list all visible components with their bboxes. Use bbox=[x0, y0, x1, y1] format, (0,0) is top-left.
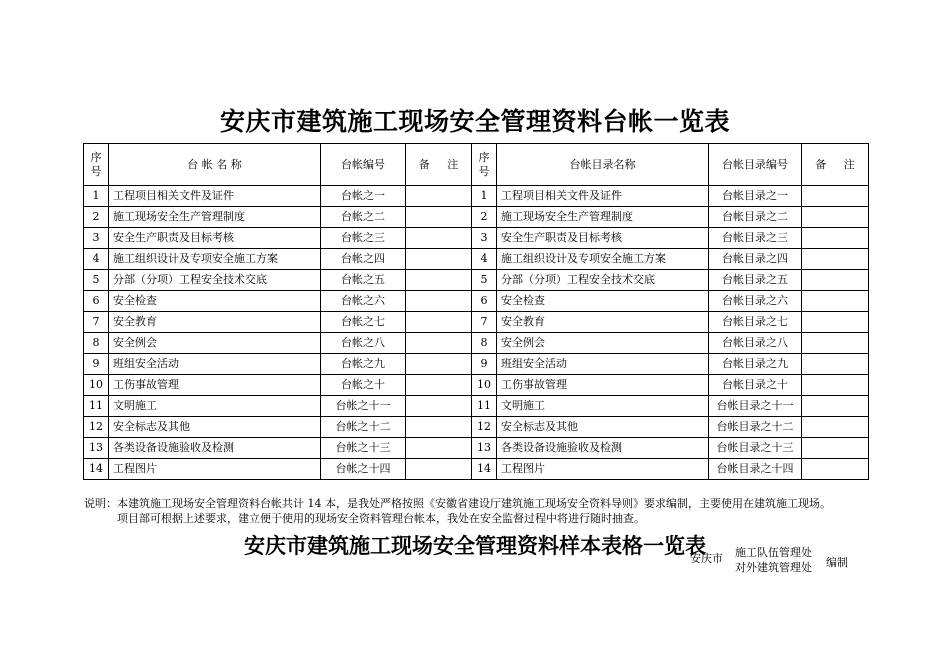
ledger-remark bbox=[406, 207, 472, 228]
ledger-remark bbox=[406, 354, 472, 375]
dir-remark bbox=[802, 270, 869, 291]
dir-row-number: 12 bbox=[472, 417, 497, 438]
ledger-code: 台帐之十一 bbox=[321, 396, 406, 417]
row-number: 11 bbox=[84, 396, 109, 417]
ledger-remark bbox=[406, 186, 472, 207]
ledger-name: 工伤事故管理 bbox=[109, 375, 321, 396]
dir-name: 施工组织设计及专项安全施工方案 bbox=[497, 249, 709, 270]
ledger-name: 安全例会 bbox=[109, 333, 321, 354]
note-line-1: 说明：本建筑施工现场安全管理资料台帐共计 14 本，是我处严格按照《安徽省建设厅建筑施工现场安全资料导则》要求编制，主要使用在建筑施工现场。 bbox=[84, 497, 831, 510]
ledger-remark bbox=[406, 228, 472, 249]
header-seq: 序号 bbox=[84, 144, 109, 186]
ledger-code: 台帐之六 bbox=[321, 291, 406, 312]
header-seq-2: 序号 bbox=[472, 144, 497, 186]
table-row bbox=[84, 207, 869, 228]
ledger-remark bbox=[406, 270, 472, 291]
ledger-name: 文明施工 bbox=[109, 396, 321, 417]
dir-name: 工伤事故管理 bbox=[497, 375, 709, 396]
ledger-remark bbox=[406, 249, 472, 270]
dir-row-number: 7 bbox=[472, 312, 497, 333]
ledger-name: 安全教育 bbox=[109, 312, 321, 333]
table-header-row bbox=[84, 144, 869, 186]
dir-remark bbox=[802, 396, 869, 417]
dir-row-number: 6 bbox=[472, 291, 497, 312]
header-dir-code: 台帐目录编号 bbox=[709, 144, 802, 186]
table-row bbox=[84, 438, 869, 459]
dir-row-number: 9 bbox=[472, 354, 497, 375]
header-name: 台 帐 名 称 bbox=[109, 144, 321, 186]
page-title: 安庆市建筑施工现场安全管理资料台帐一览表 bbox=[219, 107, 730, 136]
dir-row-number: 11 bbox=[472, 396, 497, 417]
ledger-code: 台帐之三 bbox=[321, 228, 406, 249]
ledger-remark bbox=[406, 417, 472, 438]
ledger-code: 台帐之十三 bbox=[321, 438, 406, 459]
dir-remark bbox=[802, 333, 869, 354]
row-number: 7 bbox=[84, 312, 109, 333]
ledger-code: 台帐之十 bbox=[321, 375, 406, 396]
dir-code: 台帐目录之十四 bbox=[709, 459, 802, 480]
dir-name: 安全生产职责及目标考核 bbox=[497, 228, 709, 249]
dir-remark bbox=[802, 438, 869, 459]
dir-code: 台帐目录之九 bbox=[709, 354, 802, 375]
row-number: 4 bbox=[84, 249, 109, 270]
ledger-name: 分部（分项）工程安全技术交底 bbox=[109, 270, 321, 291]
footer-dept-2: 对外建筑管理处 bbox=[735, 561, 812, 574]
dir-name: 工程项目相关文件及证件 bbox=[497, 186, 709, 207]
dir-name: 各类设备设施验收及检测 bbox=[497, 438, 709, 459]
dir-code: 台帐目录之十一 bbox=[709, 396, 802, 417]
dir-code: 台帐目录之二 bbox=[709, 207, 802, 228]
dir-remark bbox=[802, 186, 869, 207]
secondary-title: 安庆市建筑施工现场安全管理资料样本表格一览表 bbox=[244, 534, 706, 558]
table-row bbox=[84, 417, 869, 438]
ledger-code: 台帐之九 bbox=[321, 354, 406, 375]
dir-remark bbox=[802, 291, 869, 312]
row-number: 2 bbox=[84, 207, 109, 228]
dir-name: 施工现场安全生产管理制度 bbox=[497, 207, 709, 228]
dir-remark bbox=[802, 417, 869, 438]
ledger-remark bbox=[406, 459, 472, 480]
ledger-remark bbox=[406, 291, 472, 312]
ledger-code: 台帐之八 bbox=[321, 333, 406, 354]
table-row bbox=[84, 312, 869, 333]
ledger-remark bbox=[406, 312, 472, 333]
ledger-code: 台帐之四 bbox=[321, 249, 406, 270]
ledger-remark bbox=[406, 438, 472, 459]
table-row bbox=[84, 396, 869, 417]
dir-name: 工程图片 bbox=[497, 459, 709, 480]
row-number: 5 bbox=[84, 270, 109, 291]
dir-name: 安全检查 bbox=[497, 291, 709, 312]
dir-remark bbox=[802, 459, 869, 480]
ledger-table bbox=[83, 143, 869, 480]
ledger-name: 施工现场安全生产管理制度 bbox=[109, 207, 321, 228]
ledger-code: 台帐之十四 bbox=[321, 459, 406, 480]
dir-code: 台帐目录之五 bbox=[709, 270, 802, 291]
row-number: 13 bbox=[84, 438, 109, 459]
table-row bbox=[84, 228, 869, 249]
dir-name: 文明施工 bbox=[497, 396, 709, 417]
dir-code: 台帐目录之七 bbox=[709, 312, 802, 333]
dir-remark bbox=[802, 375, 869, 396]
footer-dept-1: 施工队伍管理处 bbox=[735, 546, 812, 559]
row-number: 8 bbox=[84, 333, 109, 354]
ledger-name: 安全生产职责及目标考核 bbox=[109, 228, 321, 249]
row-number: 14 bbox=[84, 459, 109, 480]
header-remark: 备 注 bbox=[406, 144, 472, 186]
dir-row-number: 13 bbox=[472, 438, 497, 459]
dir-code: 台帐目录之一 bbox=[709, 186, 802, 207]
dir-remark bbox=[802, 249, 869, 270]
row-number: 9 bbox=[84, 354, 109, 375]
dir-remark bbox=[802, 312, 869, 333]
dir-name: 分部（分项）工程安全技术交底 bbox=[497, 270, 709, 291]
row-number: 1 bbox=[84, 186, 109, 207]
ledger-code: 台帐之七 bbox=[321, 312, 406, 333]
header-code: 台帐编号 bbox=[321, 144, 406, 186]
ledger-remark bbox=[406, 333, 472, 354]
ledger-code: 台帐之二 bbox=[321, 207, 406, 228]
dir-code: 台帐目录之十二 bbox=[709, 417, 802, 438]
row-number: 3 bbox=[84, 228, 109, 249]
dir-row-number: 14 bbox=[472, 459, 497, 480]
dir-code: 台帐目录之三 bbox=[709, 228, 802, 249]
table-row bbox=[84, 270, 869, 291]
table-row bbox=[84, 459, 869, 480]
ledger-name: 各类设备设施验收及检测 bbox=[109, 438, 321, 459]
dir-row-number: 1 bbox=[472, 186, 497, 207]
dir-row-number: 8 bbox=[472, 333, 497, 354]
dir-name: 安全标志及其他 bbox=[497, 417, 709, 438]
dir-code: 台帐目录之四 bbox=[709, 249, 802, 270]
ledger-remark bbox=[406, 396, 472, 417]
ledger-name: 施工组织设计及专项安全施工方案 bbox=[109, 249, 321, 270]
dir-row-number: 3 bbox=[472, 228, 497, 249]
table-row bbox=[84, 333, 869, 354]
ledger-code: 台帐之一 bbox=[321, 186, 406, 207]
ledger-code: 台帐之五 bbox=[321, 270, 406, 291]
footer-edit: 编制 bbox=[826, 556, 848, 569]
row-number: 6 bbox=[84, 291, 109, 312]
table-row bbox=[84, 375, 869, 396]
row-number: 12 bbox=[84, 417, 109, 438]
dir-code: 台帐目录之十三 bbox=[709, 438, 802, 459]
footer-city: 安庆市 bbox=[690, 552, 723, 565]
table-row bbox=[84, 249, 869, 270]
header-remark-2: 备 注 bbox=[802, 144, 869, 186]
ledger-name: 班组安全活动 bbox=[109, 354, 321, 375]
dir-remark bbox=[802, 228, 869, 249]
dir-row-number: 10 bbox=[472, 375, 497, 396]
row-number: 10 bbox=[84, 375, 109, 396]
dir-name: 安全教育 bbox=[497, 312, 709, 333]
ledger-name: 安全标志及其他 bbox=[109, 417, 321, 438]
dir-code: 台帐目录之八 bbox=[709, 333, 802, 354]
table-row bbox=[84, 291, 869, 312]
dir-name: 安全例会 bbox=[497, 333, 709, 354]
table-row bbox=[84, 186, 869, 207]
explanation-note bbox=[84, 496, 831, 526]
dir-row-number: 4 bbox=[472, 249, 497, 270]
ledger-name: 工程项目相关文件及证件 bbox=[109, 186, 321, 207]
dir-remark bbox=[802, 207, 869, 228]
ledger-name: 安全检查 bbox=[109, 291, 321, 312]
ledger-name: 工程图片 bbox=[109, 459, 321, 480]
ledger-code: 台帐之十二 bbox=[321, 417, 406, 438]
dir-name: 班组安全活动 bbox=[497, 354, 709, 375]
ledger-remark bbox=[406, 375, 472, 396]
dir-code: 台帐目录之十 bbox=[709, 375, 802, 396]
table-row bbox=[84, 354, 869, 375]
note-line-2: 项目部可根据上述要求，建立便于使用的现场安全资料管理台帐本，我处在安全监督过程中将进行随时抽查。 bbox=[117, 512, 645, 525]
dir-code: 台帐目录之六 bbox=[709, 291, 802, 312]
dir-remark bbox=[802, 354, 869, 375]
dir-row-number: 2 bbox=[472, 207, 497, 228]
dir-row-number: 5 bbox=[472, 270, 497, 291]
header-dir-name: 台帐目录名称 bbox=[497, 144, 709, 186]
